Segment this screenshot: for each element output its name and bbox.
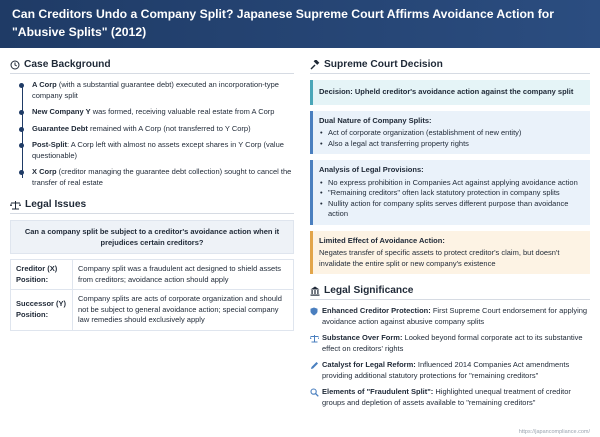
list-item: • Nullity action for company splits serves different purpose than avoidance action bbox=[319, 199, 584, 220]
legal-question: Can a company split be subject to a creditor's avoidance action when it prejudices certain creditors? bbox=[10, 220, 294, 254]
timeline-item: Post-Split: A Corp left with almost no assets except shares in Y Corp (value questionable) bbox=[32, 140, 294, 161]
list-item: • Act of corporate organization (establishment of new entity) bbox=[319, 128, 584, 139]
analysis-box: Analysis of Legal Provisions: • No express prohibition in Companies Act against applying avoidance action • "Remaining creditors" often lack statutory protection in company splits • Nullity action for company splits serves different purpose than avoidance action bbox=[310, 160, 590, 225]
position-label: Creditor (X) Position: bbox=[11, 260, 73, 290]
timeline-item: A Corp (with a substantial guarantee debt) executed an incorporation-type company split bbox=[32, 80, 294, 101]
legal-issues-heading: Legal Issues bbox=[10, 196, 294, 214]
history-icon bbox=[10, 60, 20, 70]
scales-icon bbox=[10, 200, 21, 210]
page-title: Can Creditors Undo a Company Split? Japanese Supreme Court Affirms Avoidance Action for "Abusive Splits" (2012) bbox=[12, 7, 554, 39]
dual-nature-box: Dual Nature of Company Splits: • Act of corporate organization (establishment of new entity) • Also a legal act transferring property rights bbox=[310, 111, 590, 155]
left-column bbox=[10, 48, 302, 414]
timeline-item: X Corp (creditor managing the guarantee debt collection) sought to cancel the transfer of real estate bbox=[32, 167, 294, 188]
pencil-icon bbox=[310, 360, 322, 381]
timeline-item: Guarantee Debt remained with A Corp (not transferred to Y Corp) bbox=[32, 124, 294, 135]
significance-item: Elements of "Fraudulent Split": Highlighted unequal treatment of creditor groups and depletion of assets available to "remaining creditors" bbox=[310, 387, 590, 408]
timeline-item: New Company Y was formed, receiving valuable real estate from A Corp bbox=[32, 107, 294, 118]
significance-item: Substance Over Form: Looked beyond formal corporate act to its substantive effect on creditors' rights bbox=[310, 333, 590, 354]
position-text: Company splits are acts of corporate organization and should not be subject to general avoidance action; special company law remedies should exclusively apply bbox=[73, 290, 294, 331]
limited-effect-box: Limited Effect of Avoidance Action: Negates transfer of specific assets to protect creditor's claim, but doesn't invalidate the entire split or new company's existence bbox=[310, 231, 590, 275]
list-item: • No express prohibition in Companies Act against applying avoidance action bbox=[319, 178, 584, 189]
table-row bbox=[11, 260, 294, 290]
case-background-heading: Case Background bbox=[10, 56, 294, 74]
footer-url: https://japancompliance.com/ bbox=[518, 429, 590, 435]
significance-item: Catalyst for Legal Reform: Influenced 2014 Companies Act amendments providing additional statutory protections for "remaining creditors" bbox=[310, 360, 590, 381]
search-icon bbox=[310, 387, 322, 408]
table-row bbox=[11, 290, 294, 331]
shield-icon bbox=[310, 306, 322, 327]
list-item: • "Remaining creditors" often lack statutory protection in company splits bbox=[319, 188, 584, 199]
position-label: Successor (Y) Position: bbox=[11, 290, 73, 331]
decision-heading: Supreme Court Decision bbox=[310, 56, 590, 74]
balance-icon bbox=[310, 333, 322, 354]
list-item: • Also a legal act transferring property rights bbox=[319, 139, 584, 150]
significance-item: Enhanced Creditor Protection: First Supreme Court endorsement for applying avoidance action against abusive company splits bbox=[310, 306, 590, 327]
significance-heading: Legal Significance bbox=[310, 282, 590, 300]
right-column bbox=[302, 48, 590, 414]
case-timeline bbox=[10, 80, 294, 188]
decision-summary: Decision: Upheld creditor's avoidance action against the company split bbox=[310, 80, 590, 105]
position-text: Company split was a fraudulent act designed to shield assets from creditors; avoidance action should apply bbox=[73, 260, 294, 290]
page-header bbox=[0, 0, 600, 48]
institution-icon bbox=[310, 286, 320, 296]
gavel-icon bbox=[310, 60, 320, 70]
positions-table bbox=[10, 259, 294, 331]
